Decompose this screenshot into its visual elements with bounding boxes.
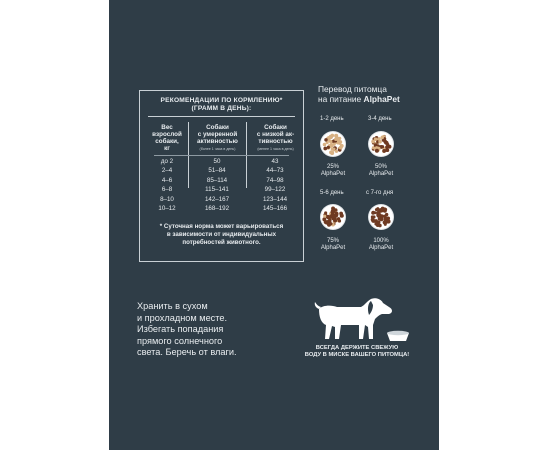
- stage-period: 5-6 день: [320, 190, 344, 196]
- kibble: [377, 137, 380, 140]
- kibble: [324, 138, 327, 141]
- kibble: [381, 136, 384, 139]
- table-cell: до 2: [160, 158, 174, 165]
- kibble: [333, 218, 337, 222]
- kibble: [329, 140, 332, 143]
- kibble: [384, 208, 388, 212]
- kibble: [335, 150, 338, 153]
- food-bowl-icon: [321, 132, 345, 156]
- kibble: [375, 149, 379, 153]
- food-bowl-icon: [369, 205, 393, 229]
- table-cell: 10–12: [158, 205, 176, 212]
- kibble: [327, 146, 330, 149]
- table-divider: [148, 116, 295, 117]
- kibble: [335, 136, 338, 139]
- table-cell: 50: [213, 158, 221, 165]
- kibble: [333, 143, 336, 146]
- kibble: [329, 135, 333, 139]
- kibble: [378, 213, 381, 216]
- table-cell: 145–166: [262, 205, 288, 212]
- table-cell: 6–8: [161, 186, 173, 194]
- kibble: [332, 209, 336, 213]
- header-low-subtitle: (менее 1 часа в день): [257, 147, 294, 151]
- table-cell: 123–144: [262, 195, 288, 203]
- kibble: [373, 220, 376, 223]
- food-bowl-icon: [369, 132, 393, 156]
- feeding-table-title: РЕКОМЕНДАЦИИ ПО КОРМЛЕНИЮ* (ГРАММ В ДЕНЬ):: [160, 97, 283, 112]
- kibble: [340, 214, 344, 218]
- table-cell: 99–122: [264, 186, 286, 194]
- header-moderate-subtitle: (более 1 часа в день): [199, 147, 236, 151]
- kibble: [323, 215, 326, 218]
- kibble: [333, 147, 336, 150]
- table-cell: 2–4: [161, 167, 173, 175]
- kibble: [372, 211, 375, 214]
- kibble: [383, 218, 387, 222]
- dog-icon: [313, 295, 413, 343]
- kibble: [380, 218, 384, 222]
- food-bowl-icon: [321, 205, 345, 229]
- kibble: [337, 139, 341, 143]
- transition-title: Перевод питомца на питание AlphaPet: [318, 84, 400, 104]
- stage-percent: 100% AlphaPet: [368, 238, 394, 251]
- header-moderate-activity: Собаки с умеренной активностью: [197, 124, 238, 145]
- kibble: [339, 146, 343, 150]
- kibble: [323, 147, 327, 151]
- table-cell: 4–6: [161, 176, 173, 184]
- table-cell: 74–98: [266, 176, 284, 184]
- feeding-table: [139, 90, 304, 262]
- stage-period: с 7-го дня: [366, 190, 394, 196]
- table-cell: 51–84: [208, 167, 226, 175]
- stage-percent: 75% AlphaPet: [320, 238, 346, 251]
- header-weight: Вес взрослой собаки, кг: [152, 124, 182, 152]
- header-low-activity: Собаки с низкой ак- тивностью: [256, 124, 295, 145]
- stage-period: 3-4 день: [368, 116, 392, 122]
- stage-percent: 50% AlphaPet: [368, 164, 394, 177]
- header-underline: [154, 155, 289, 156]
- storage-instructions: Хранить в сухом и прохладном месте. Избегать попадания прямого солнечного света. Беречь от влаги.: [137, 301, 237, 357]
- stage-period: 1-2 день: [320, 116, 344, 122]
- kibble: [328, 220, 331, 223]
- kibble: [329, 214, 333, 218]
- table-cell: 142–167: [204, 195, 230, 203]
- table-cell: 115–141: [205, 186, 229, 194]
- feeding-note: * Суточная норма может варьироваться в зависимости от индивидуальных потребностей животного.: [159, 223, 284, 246]
- table-cell: 43: [271, 158, 279, 165]
- water-note: ВСЕГДА ДЕРЖИТЕ СВЕЖУЮ ВОДУ В МИСКЕ ВАШЕГО ПИТОМЦА!: [304, 345, 410, 358]
- kibble: [338, 219, 341, 222]
- bowl-icon: [387, 331, 409, 341]
- table-cell: 85–114: [206, 176, 228, 184]
- stage-percent: 25% AlphaPet: [320, 164, 346, 177]
- kibble: [374, 222, 377, 225]
- kibble: [330, 151, 334, 155]
- kibble: [334, 213, 338, 217]
- kibble: [377, 210, 381, 214]
- kibble: [378, 224, 382, 228]
- table-cell: 44–73: [266, 167, 284, 175]
- table-cell: 8–10: [160, 195, 174, 203]
- kibble: [386, 148, 390, 152]
- kibble: [385, 141, 389, 145]
- table-cell: 168–192: [204, 205, 230, 212]
- kibble: [322, 217, 326, 221]
- kibble: [382, 149, 386, 153]
- kibble: [381, 145, 384, 148]
- kibble: [323, 143, 327, 147]
